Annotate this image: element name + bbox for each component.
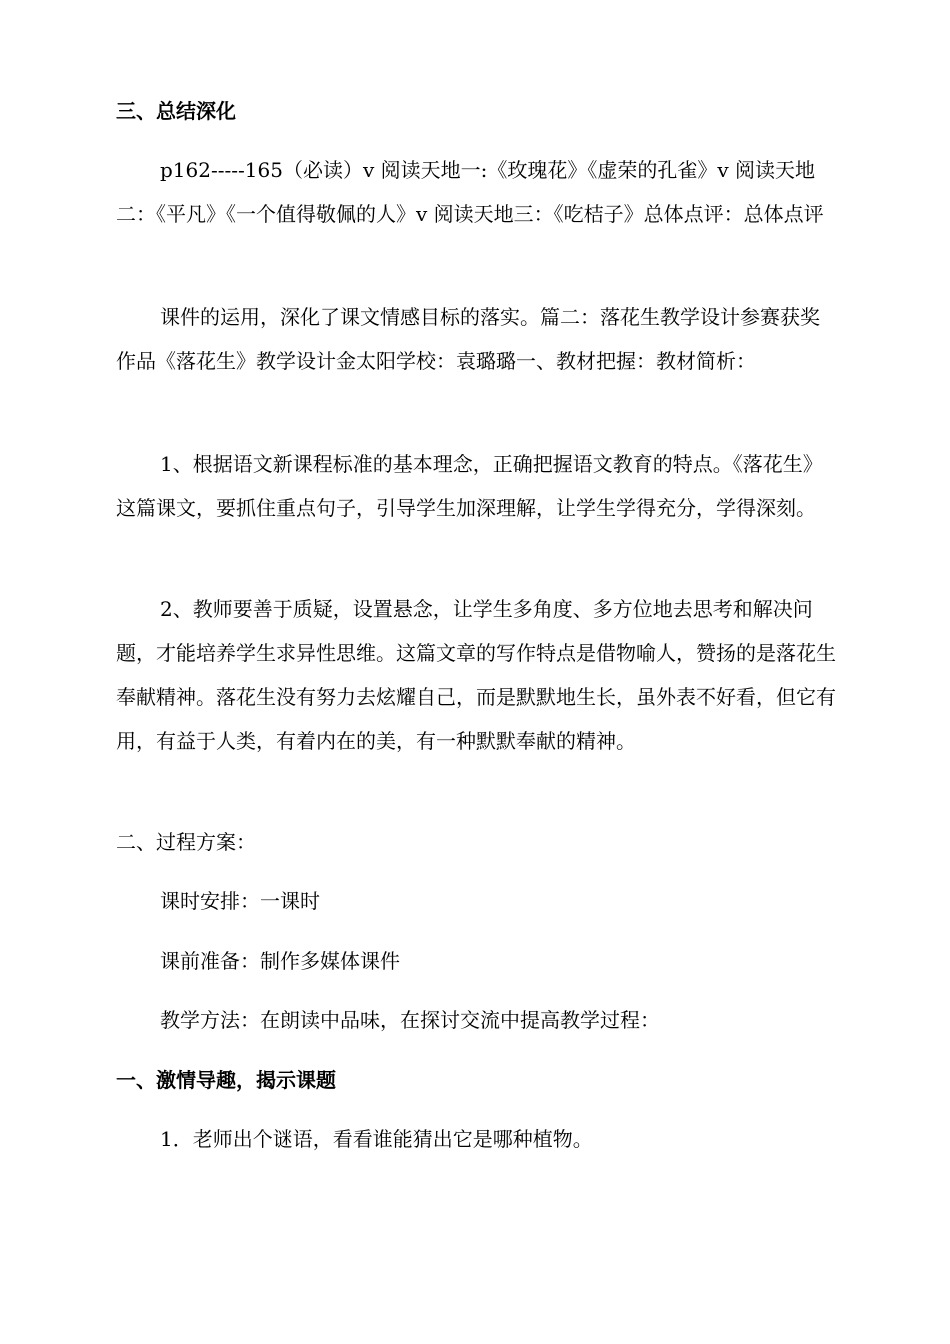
paragraph-point-1: 1、根据语文新课程标准的基本理念，正确把握语文教育的特点。《落花生》这篇课文，要抓住重点句子，引导学生加深理解，让学生学得充分，学得深刻。	[116, 452, 823, 520]
section-heading-intro: 一、激情导趣，揭示课题	[116, 1068, 336, 1092]
line-class-schedule: 课时安排：一课时	[160, 889, 320, 913]
section-heading-summary: 三、总结深化	[116, 99, 236, 123]
paragraph-point-2: 2、教师要善于质疑，设置悬念，让学生多角度、多方位地去思考和解决问题，才能培养学生求异性思维。这篇文章的写作特点是借物喻人，赞扬的是落花生奉献精神。落花生没有努力去炫耀自己，而是默默地生长，虽外表不好看，但它有用，有益于人类，有着内在的美，有一种默默奉献的精神。	[116, 597, 836, 753]
line-riddle: 1．老师出个谜语，看看谁能猜出它是哪种植物。	[160, 1127, 593, 1151]
paragraph-reading-list: p162-----165（必读）v 阅读天地一:《玫瑰花》《虚荣的孔雀》v 阅读天地二：《平凡》《一个值得敬佩的人》v 阅读天地三：《吃桔子》总体点评：总体点评	[116, 158, 824, 226]
line-teaching-method: 教学方法：在朗读中品味，在探讨交流中提高教学过程：	[160, 1008, 660, 1032]
paragraph-courseware: 课件的运用，深化了课文情感目标的落实。篇二：落花生教学设计参赛获奖作品《落花生》教学设计金太阳学校：袁璐璐一、教材把握：教材简析：	[116, 305, 820, 373]
line-class-preparation: 课前准备：制作多媒体课件	[160, 949, 400, 973]
section-heading-process: 二、过程方案：	[116, 830, 256, 854]
